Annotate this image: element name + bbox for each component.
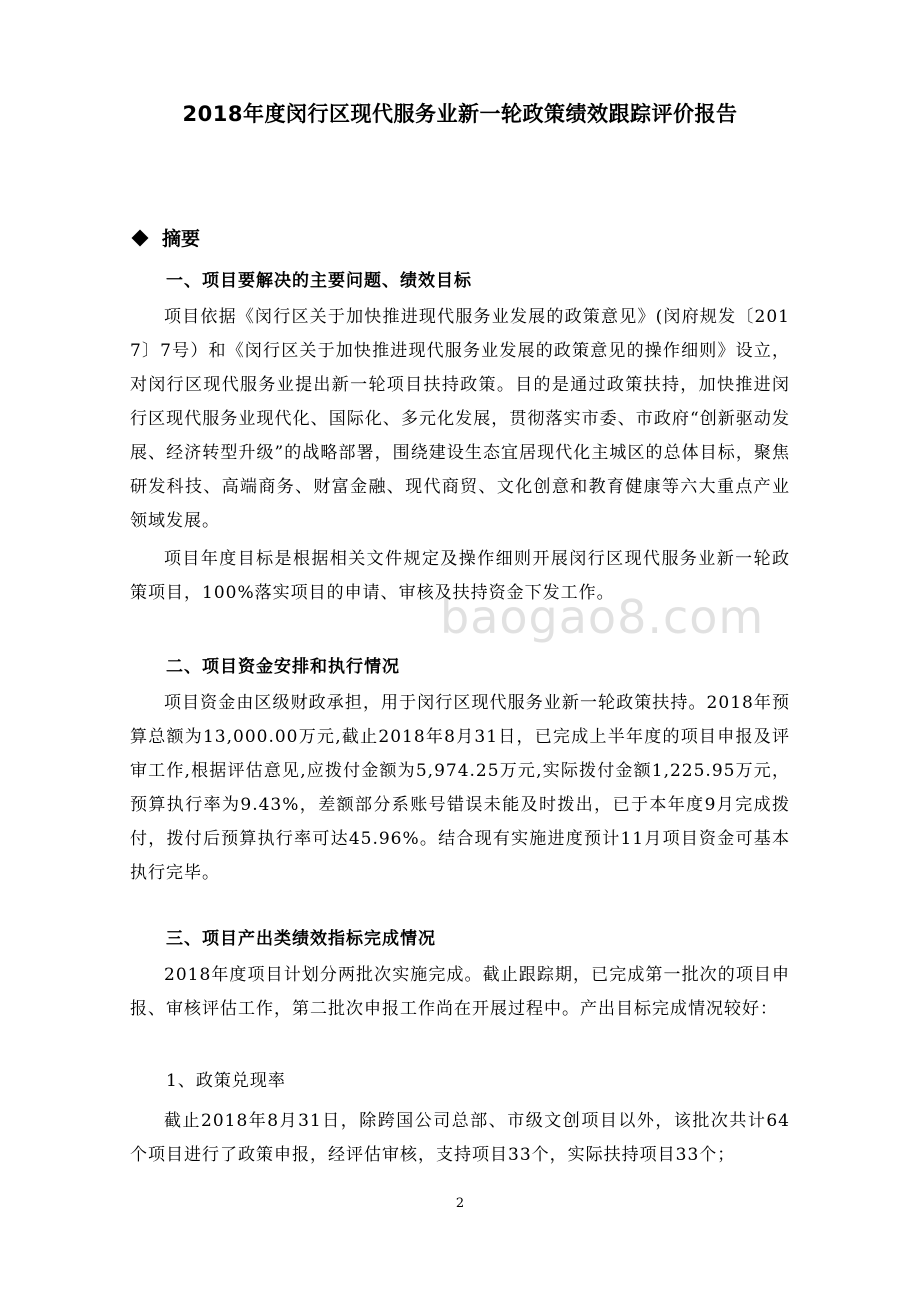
section3-paragraph-1: 2018年度项目计划分两批次实施完成。截止跟踪期，已完成第一批次的项目申报、审核评估工作，第二批次申报工作尚在开展过程中。产出目标完成情况较好： [130, 965, 790, 1019]
section2-heading: 二、项目资金安排和执行情况 [166, 657, 400, 677]
abstract-heading [130, 224, 200, 251]
section1-paragraph-1: 项目依据《闵行区关于加快推进现代服务业发展的政策意见》(闵府规发〔2017〕7号）和《闵行区关于加快推进现代服务业发展的政策意见的操作细则》设立，对闵行区现代服务业提出新一轮项目扶持政策。目的是通过政策扶持，加快推进闵行区现代服务业现代化、国际化、多元化发展，贯彻落实市委、市政府“创新驱动发展、经济转型升级”的战略部署，围绕建设生态宜居现代化主城区的总体目标，聚焦研发科技、高端商务、财富金融、现代商贸、文化创意和教育健康等六大重点产业领域发展。 [130, 307, 790, 531]
section1-heading: 一、项目要解决的主要问题、绩效目标 [166, 271, 472, 291]
section2-paragraph-1: 项目资金由区级财政承担，用于闵行区现代服务业新一轮政策扶持。2018年预算总额为13,000.00万元,截止2018年8月31日，已完成上半年度的项目申报及评审工作,根据评估意见,应拨付金额为5,974.25万元,实际拨付金额1,225.95万元，预算执行率为9.43%，差额部分系账号错误未能及时拨出，已于本年度9月完成拨付，拨付后预算执行率可达45.96%。结合现有实施进度预计11月项目资金可基本执行完毕。 [130, 693, 790, 883]
section3-subitem: 1、政策兑现率 [166, 1071, 286, 1091]
diamond-bullet-icon [132, 229, 149, 246]
watermark-text: baogao8.com [440, 590, 765, 644]
document-title: 2018年度闵行区现代服务业新一轮政策绩效跟踪评价报告 [182, 102, 738, 126]
section3-subitem-paragraph: 截止2018年8月31日，除跨国公司总部、市级文创项目以外，该批次共计64个项目进行了政策申报，经评估审核，支持项目33个，实际扶持项目33个； [130, 1111, 790, 1165]
section3-body [130, 958, 790, 1030]
section3-subitem-body [130, 1104, 790, 1176]
section1-paragraph-2: 项目年度目标是根据相关文件规定及操作细则开展闵行区现代服务业新一轮政策项目，100%落实项目的申请、审核及扶持资金下发工作。 [130, 549, 790, 603]
abstract-heading-text: 摘要 [162, 228, 201, 250]
section2-body [130, 686, 790, 894]
section3-heading: 三、项目产出类绩效指标完成情况 [166, 929, 436, 949]
page-number: 2 [455, 1196, 465, 1211]
section1-body [130, 300, 790, 614]
